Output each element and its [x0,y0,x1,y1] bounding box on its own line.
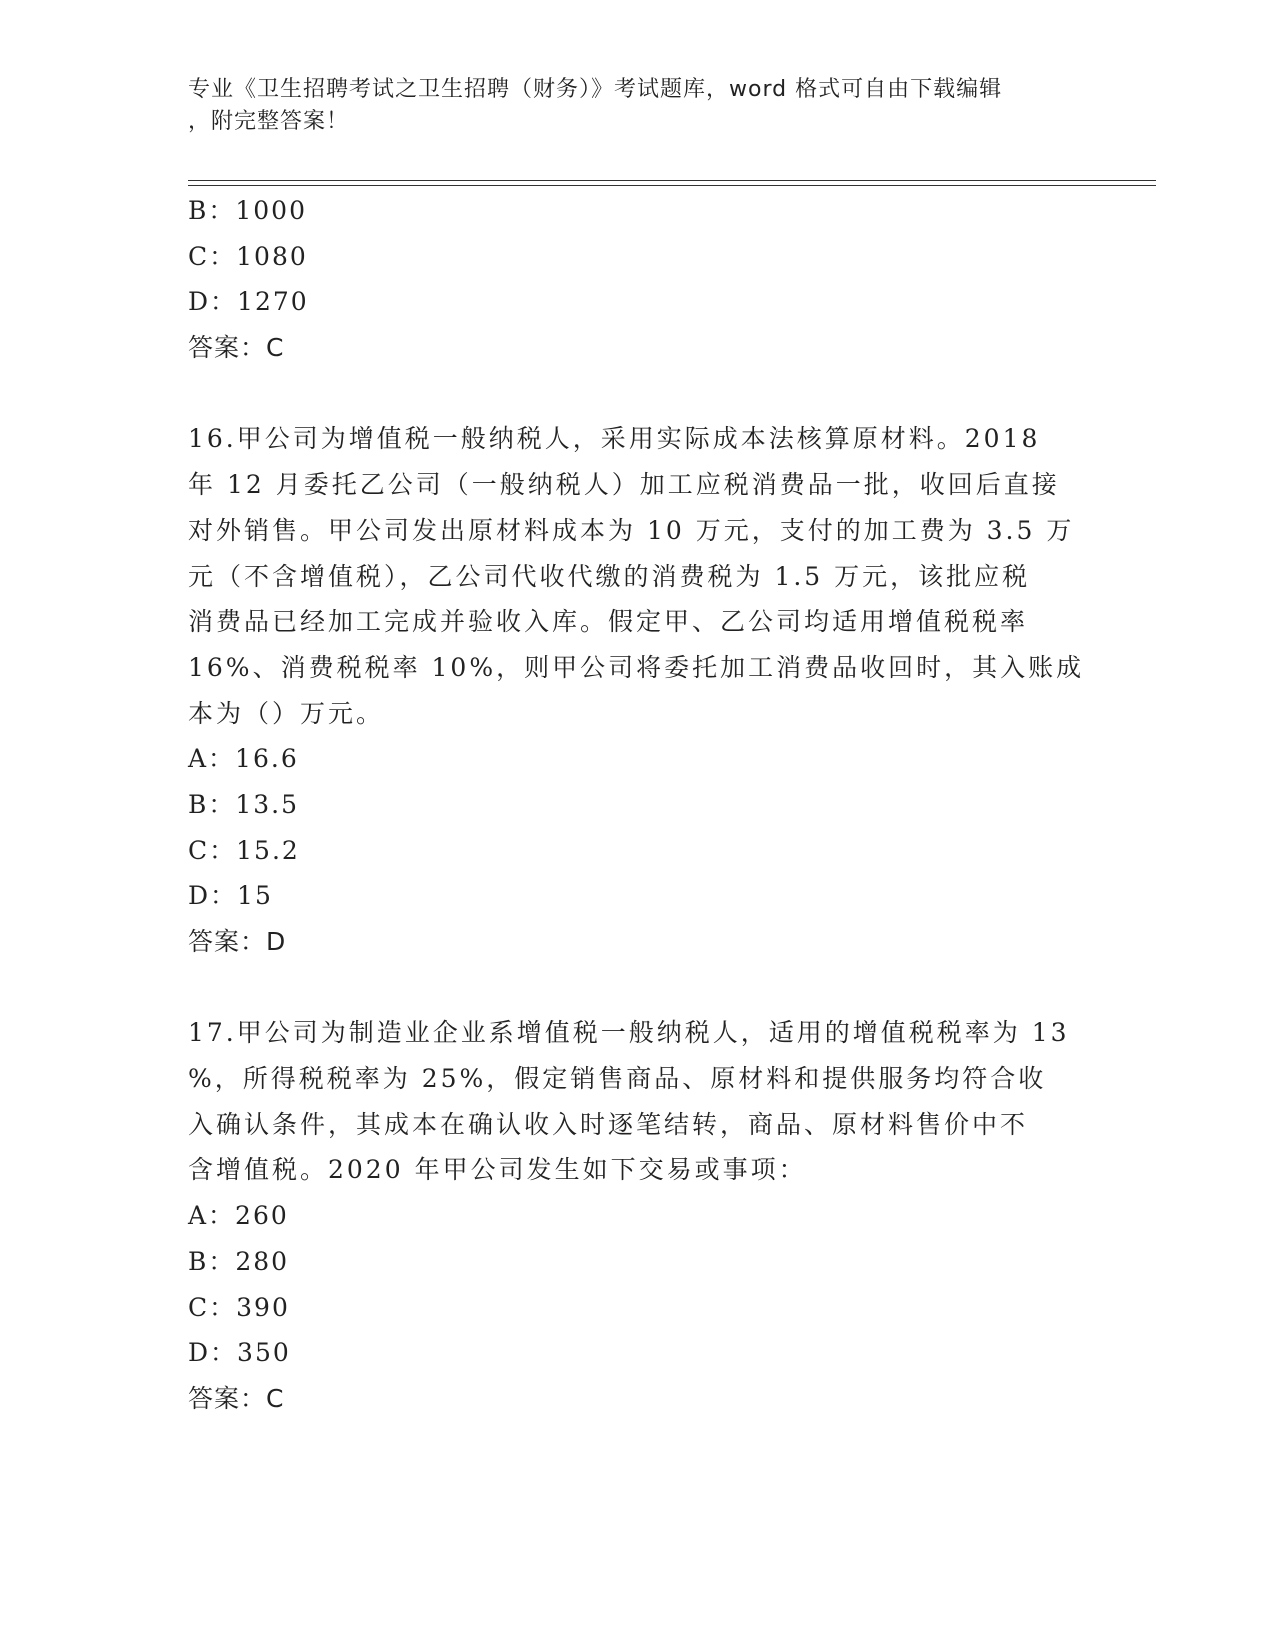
header-divider-bottom [188,185,1156,186]
question-text [188,1010,1088,1193]
question-16 [188,416,1088,964]
document-header [188,74,1068,138]
question-line: 16%、消费税税率 10%，则甲公司将委托加工消费品收回时，其入账成 [188,652,1085,682]
question-line: 入确认条件，其成本在确认收入时逐笔结转，商品、原材料售价中不 [188,1109,1029,1139]
prev-question [188,188,1088,371]
question-line: 17.甲公司为制造业企业系增值税一般纳税人，适用的增值税税率为 13 [188,1018,1070,1048]
option-a: A：16.6 [188,744,299,774]
question-line: 年 12 月委托乙公司（一般纳税人）加工应税消费品一批，收回后直接 [188,470,1060,500]
question-text [188,416,1088,736]
answer: 答案：C [188,1383,285,1413]
option-d: D：1270 [188,287,309,317]
question-line: 元（不含增值税），乙公司代收代缴的消费税为 1.5 万元，该批应税 [188,561,1031,591]
option-c: C：15.2 [188,835,300,865]
header-line-2: ，附完整答案！ [188,109,350,134]
option-b: B：13.5 [188,789,300,819]
document-body [188,188,1088,1422]
answer: 答案：D [188,927,287,956]
header-divider-top [188,180,1156,181]
option-a: A：260 [188,1201,289,1231]
option-b: B：1000 [188,196,307,225]
question-line: 16.甲公司为增值税一般纳税人，采用实际成本法核算原材料。2018 [188,424,1041,454]
question-line: 消费品已经加工完成并验收入库。假定甲、乙公司均适用增值税税率 [188,607,1029,637]
option-c: C：1080 [188,241,308,271]
question-line: 本为（）万元。 [188,698,385,728]
option-d: D：15 [188,881,273,911]
question-17 [188,1010,1088,1421]
question-line: %，所得税税率为 25%，假定销售商品、原材料和提供服务均符合收 [188,1064,1047,1094]
option-d: D：350 [188,1338,291,1368]
header-line-1: 专业《卫生招聘考试之卫生招聘（财务）》考试题库，word 格式可自由下载编辑 [188,77,1003,102]
question-line: 含增值税。2020 年甲公司发生如下交易或事项： [188,1155,807,1185]
option-c: C：390 [188,1292,290,1322]
answer: 答案：C [188,333,285,363]
option-b: B：280 [188,1246,290,1276]
question-line: 对外销售。甲公司发出原材料成本为 10 万元，支付的加工费为 3.5 万 [188,515,1075,545]
